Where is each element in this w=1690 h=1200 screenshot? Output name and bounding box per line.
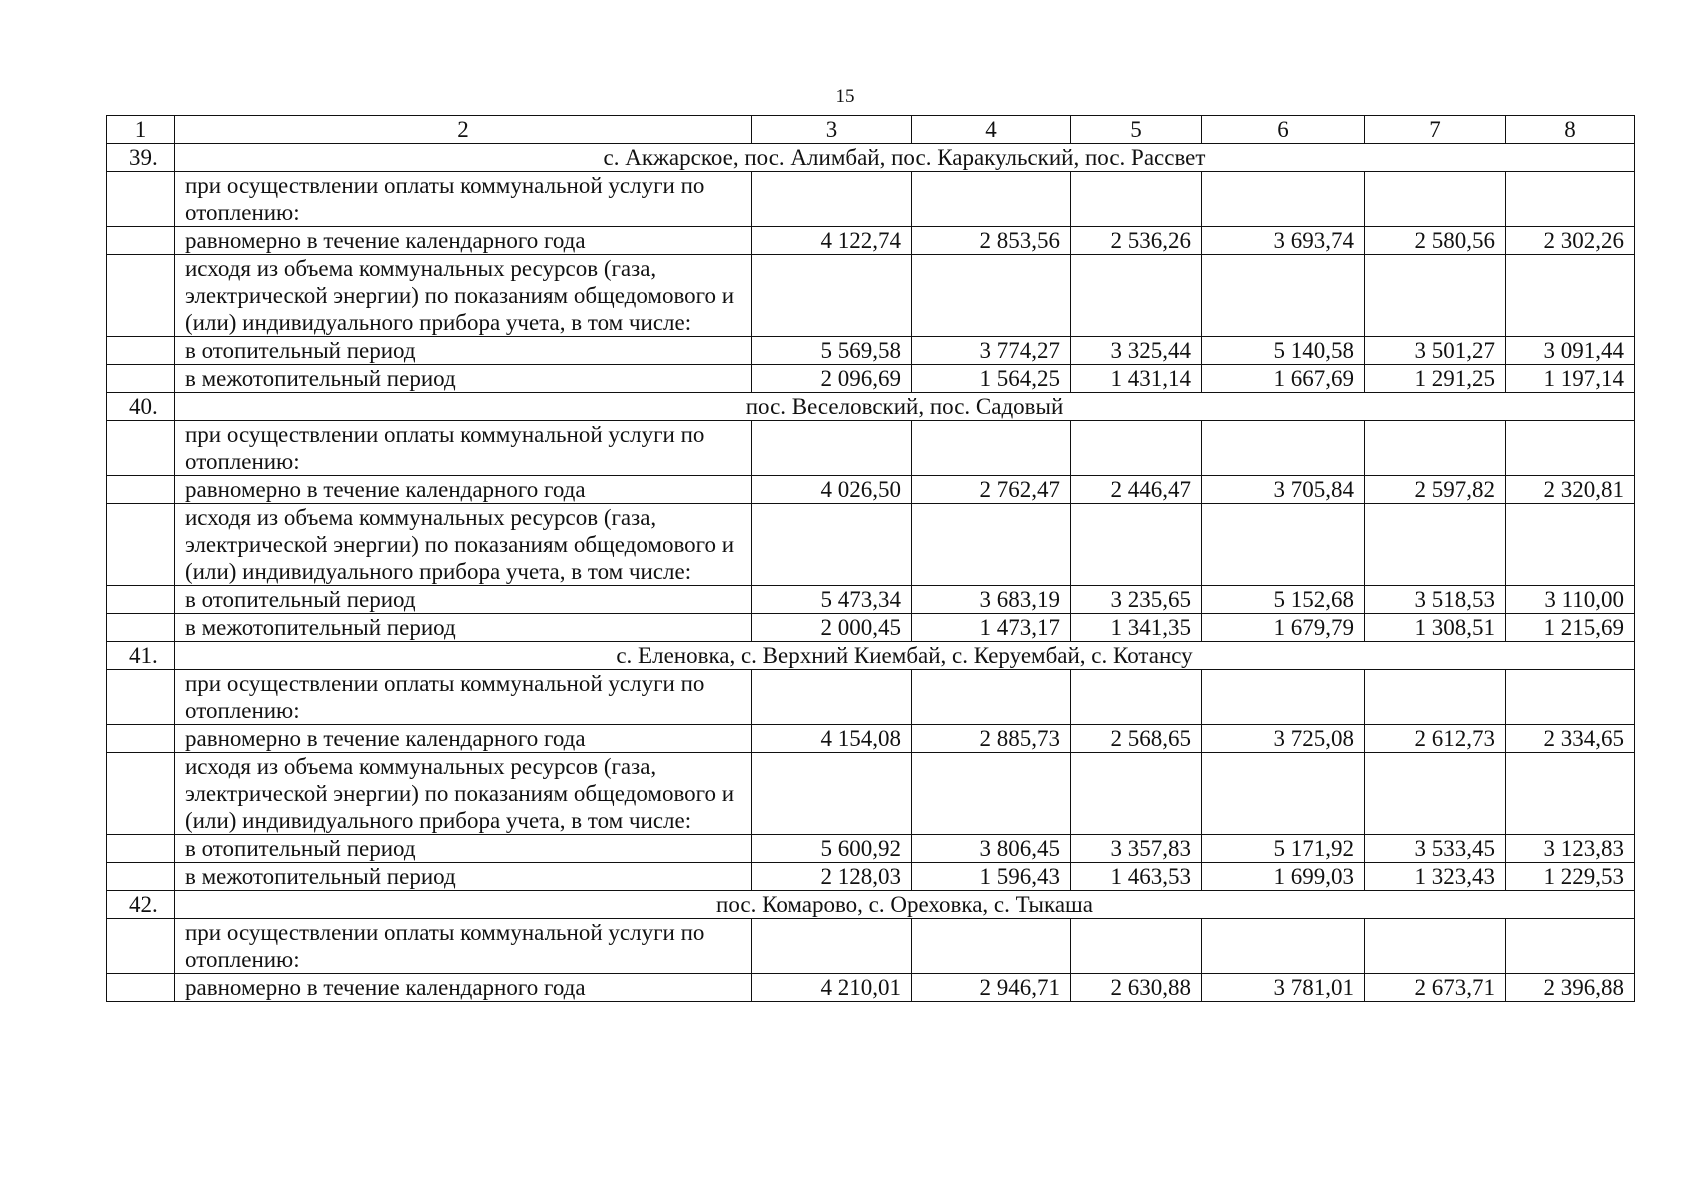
group-number: 41.	[107, 642, 175, 670]
value-cell: 3 781,01	[1202, 974, 1365, 1002]
row-number-cell	[107, 670, 175, 725]
value-cell	[752, 670, 912, 725]
value-cell	[752, 753, 912, 835]
value-cell: 3 774,27	[912, 337, 1071, 365]
value-cell	[752, 919, 912, 974]
value-cell	[912, 670, 1071, 725]
group-place: с. Акжарское, пос. Алимбай, пос. Каракульский, пос. Рассвет	[175, 144, 1635, 172]
value-cell	[1202, 753, 1365, 835]
value-cell	[1071, 753, 1202, 835]
row-number-cell	[107, 365, 175, 393]
value-cell: 1 291,25	[1365, 365, 1506, 393]
value-cell: 5 171,92	[1202, 835, 1365, 863]
row-label: в отопительный период	[175, 586, 752, 614]
value-cell: 4 122,74	[752, 227, 912, 255]
table-row	[107, 365, 1635, 393]
value-cell: 1 431,14	[1071, 365, 1202, 393]
value-cell: 2 128,03	[752, 863, 912, 891]
table-row	[107, 614, 1635, 642]
value-cell: 3 110,00	[1506, 586, 1635, 614]
value-cell: 4 210,01	[752, 974, 912, 1002]
value-cell: 1 463,53	[1071, 863, 1202, 891]
value-cell	[1506, 504, 1635, 586]
value-cell	[1202, 172, 1365, 227]
group-number: 42.	[107, 891, 175, 919]
value-cell: 2 630,88	[1071, 974, 1202, 1002]
value-cell: 2 673,71	[1365, 974, 1506, 1002]
value-cell	[912, 255, 1071, 337]
group-header-row	[107, 891, 1635, 919]
header-cell: 5	[1071, 116, 1202, 144]
header-cell: 4	[912, 116, 1071, 144]
value-cell: 5 569,58	[752, 337, 912, 365]
value-cell: 1 341,35	[1071, 614, 1202, 642]
value-cell	[1506, 919, 1635, 974]
value-cell	[1506, 255, 1635, 337]
value-cell: 2 762,47	[912, 476, 1071, 504]
value-cell: 2 597,82	[1365, 476, 1506, 504]
value-cell	[752, 421, 912, 476]
value-cell: 1 699,03	[1202, 863, 1365, 891]
header-cell: 3	[752, 116, 912, 144]
value-cell	[1365, 670, 1506, 725]
value-cell: 3 518,53	[1365, 586, 1506, 614]
value-cell: 3 325,44	[1071, 337, 1202, 365]
value-cell	[912, 919, 1071, 974]
value-cell	[1365, 919, 1506, 974]
header-cell: 1	[107, 116, 175, 144]
group-number: 40.	[107, 393, 175, 421]
header-cell: 7	[1365, 116, 1506, 144]
value-cell: 2 536,26	[1071, 227, 1202, 255]
table-row	[107, 863, 1635, 891]
value-cell: 4 026,50	[752, 476, 912, 504]
value-cell: 3 357,83	[1071, 835, 1202, 863]
row-label: при осуществлении оплаты коммунальной услуги по отоплению:	[175, 670, 752, 725]
row-label: равномерно в течение календарного года	[175, 725, 752, 753]
value-cell	[1506, 670, 1635, 725]
value-cell	[1365, 504, 1506, 586]
row-label: равномерно в течение календарного года	[175, 974, 752, 1002]
table-row	[107, 974, 1635, 1002]
group-header-row	[107, 144, 1635, 172]
table-body	[107, 116, 1635, 1002]
value-cell	[1506, 753, 1635, 835]
value-cell	[1365, 255, 1506, 337]
value-cell: 2 334,65	[1506, 725, 1635, 753]
row-label: равномерно в течение календарного года	[175, 476, 752, 504]
row-number-cell	[107, 255, 175, 337]
table-row	[107, 337, 1635, 365]
row-label: исходя из объема коммунальных ресурсов (газа, электрической энергии) по показаниям общедомового и (или) индивидуального прибора учета, в том числе:	[175, 504, 752, 586]
group-place: пос. Комарово, с. Ореховка, с. Тыкаша	[175, 891, 1635, 919]
table-row	[107, 835, 1635, 863]
value-cell	[1365, 172, 1506, 227]
value-cell	[1202, 421, 1365, 476]
value-cell	[1071, 919, 1202, 974]
row-number-cell	[107, 614, 175, 642]
table-row	[107, 255, 1635, 337]
row-label: в межотопительный период	[175, 614, 752, 642]
header-cell: 6	[1202, 116, 1365, 144]
value-cell	[1071, 670, 1202, 725]
row-number-cell	[107, 725, 175, 753]
row-label: исходя из объема коммунальных ресурсов (газа, электрической энергии) по показаниям общедомового и (или) индивидуального прибора учета, в том числе:	[175, 255, 752, 337]
value-cell: 1 473,17	[912, 614, 1071, 642]
value-cell	[912, 421, 1071, 476]
row-label: в отопительный период	[175, 835, 752, 863]
value-cell: 1 323,43	[1365, 863, 1506, 891]
value-cell	[912, 753, 1071, 835]
row-label: равномерно в течение календарного года	[175, 227, 752, 255]
value-cell: 3 693,74	[1202, 227, 1365, 255]
value-cell	[752, 255, 912, 337]
value-cell	[1071, 421, 1202, 476]
value-cell	[912, 504, 1071, 586]
row-label: в межотопительный период	[175, 365, 752, 393]
value-cell: 1 215,69	[1506, 614, 1635, 642]
value-cell: 2 612,73	[1365, 725, 1506, 753]
value-cell: 3 725,08	[1202, 725, 1365, 753]
group-place: пос. Веселовский, пос. Садовый	[175, 393, 1635, 421]
table-row	[107, 919, 1635, 974]
table-row	[107, 753, 1635, 835]
value-cell	[1506, 421, 1635, 476]
value-cell: 3 705,84	[1202, 476, 1365, 504]
value-cell	[1071, 255, 1202, 337]
value-cell	[1202, 255, 1365, 337]
value-cell: 3 683,19	[912, 586, 1071, 614]
group-header-row	[107, 642, 1635, 670]
value-cell: 2 446,47	[1071, 476, 1202, 504]
row-label: в межотопительный период	[175, 863, 752, 891]
row-number-cell	[107, 753, 175, 835]
value-cell	[752, 504, 912, 586]
row-number-cell	[107, 172, 175, 227]
row-label: при осуществлении оплаты коммунальной услуги по отоплению:	[175, 919, 752, 974]
value-cell: 2 568,65	[1071, 725, 1202, 753]
table-row	[107, 476, 1635, 504]
value-cell	[912, 172, 1071, 227]
value-cell	[1506, 172, 1635, 227]
value-cell: 3 533,45	[1365, 835, 1506, 863]
value-cell	[752, 172, 912, 227]
row-label: при осуществлении оплаты коммунальной услуги по отоплению:	[175, 421, 752, 476]
value-cell: 2 885,73	[912, 725, 1071, 753]
value-cell: 2 096,69	[752, 365, 912, 393]
table-row	[107, 670, 1635, 725]
row-number-cell	[107, 586, 175, 614]
value-cell: 3 091,44	[1506, 337, 1635, 365]
header-cell: 2	[175, 116, 752, 144]
value-cell: 1 229,53	[1506, 863, 1635, 891]
value-cell: 2 320,81	[1506, 476, 1635, 504]
group-place: с. Еленовка, с. Верхний Киембай, с. Керуембай, с. Котансу	[175, 642, 1635, 670]
row-number-cell	[107, 863, 175, 891]
value-cell: 2 000,45	[752, 614, 912, 642]
row-label: при осуществлении оплаты коммунальной услуги по отоплению:	[175, 172, 752, 227]
value-cell	[1071, 172, 1202, 227]
value-cell: 5 600,92	[752, 835, 912, 863]
value-cell: 2 853,56	[912, 227, 1071, 255]
value-cell: 1 197,14	[1506, 365, 1635, 393]
value-cell: 5 473,34	[752, 586, 912, 614]
row-number-cell	[107, 919, 175, 974]
value-cell: 2 946,71	[912, 974, 1071, 1002]
table-row	[107, 586, 1635, 614]
table-row	[107, 421, 1635, 476]
value-cell: 1 308,51	[1365, 614, 1506, 642]
value-cell: 1 679,79	[1202, 614, 1365, 642]
header-cell: 8	[1506, 116, 1635, 144]
row-number-cell	[107, 835, 175, 863]
value-cell: 3 806,45	[912, 835, 1071, 863]
value-cell	[1202, 919, 1365, 974]
table-row	[107, 725, 1635, 753]
value-cell: 5 152,68	[1202, 586, 1365, 614]
value-cell: 2 580,56	[1365, 227, 1506, 255]
row-number-cell	[107, 227, 175, 255]
table-row	[107, 227, 1635, 255]
page-number: 15	[835, 86, 855, 107]
row-label: исходя из объема коммунальных ресурсов (газа, электрической энергии) по показаниям общедомового и (или) индивидуального прибора учета, в том числе:	[175, 753, 752, 835]
tariff-table	[106, 115, 1635, 1002]
value-cell: 1 596,43	[912, 863, 1071, 891]
row-number-cell	[107, 421, 175, 476]
value-cell	[1202, 504, 1365, 586]
value-cell: 3 235,65	[1071, 586, 1202, 614]
value-cell: 2 396,88	[1506, 974, 1635, 1002]
value-cell: 3 501,27	[1365, 337, 1506, 365]
row-label: в отопительный период	[175, 337, 752, 365]
row-number-cell	[107, 337, 175, 365]
group-header-row	[107, 393, 1635, 421]
value-cell: 1 564,25	[912, 365, 1071, 393]
column-number-row	[107, 116, 1635, 144]
value-cell: 5 140,58	[1202, 337, 1365, 365]
value-cell: 2 302,26	[1506, 227, 1635, 255]
value-cell: 4 154,08	[752, 725, 912, 753]
value-cell	[1365, 421, 1506, 476]
row-number-cell	[107, 476, 175, 504]
value-cell: 3 123,83	[1506, 835, 1635, 863]
value-cell	[1365, 753, 1506, 835]
group-number: 39.	[107, 144, 175, 172]
value-cell	[1202, 670, 1365, 725]
row-number-cell	[107, 504, 175, 586]
value-cell: 1 667,69	[1202, 365, 1365, 393]
row-number-cell	[107, 974, 175, 1002]
table-row	[107, 504, 1635, 586]
value-cell	[1071, 504, 1202, 586]
table-row	[107, 172, 1635, 227]
